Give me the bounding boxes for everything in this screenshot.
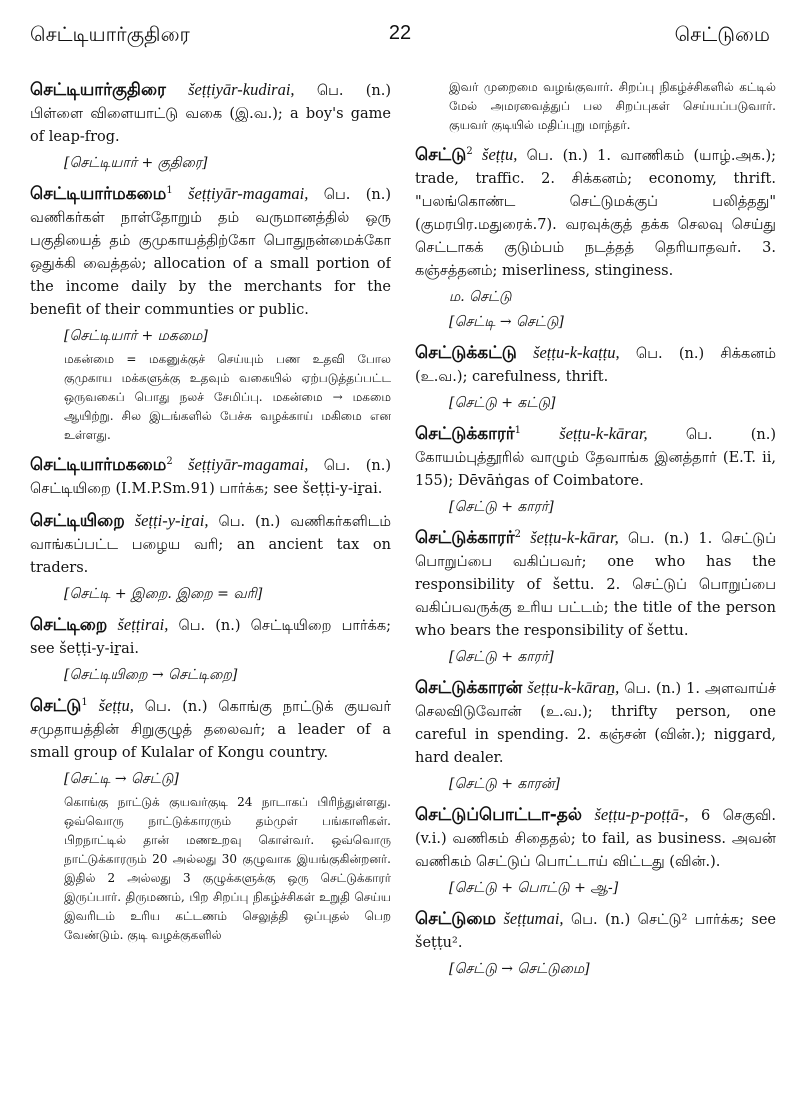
dictionary-entry (30, 453, 391, 501)
homonym-number: 2 (514, 529, 522, 541)
homonym-number: 1 (81, 697, 88, 709)
entry-transliteration: šeṭṭiyār-magamai, (188, 455, 309, 474)
entry-transliteration: šeṭṭu-k-kārar, (530, 528, 619, 547)
dictionary-entry (415, 78, 776, 135)
entry-definition-line (30, 453, 391, 501)
entry-definition-line (30, 694, 391, 765)
page-number: 22 (388, 22, 412, 44)
entry-definition-line (415, 526, 776, 643)
header-right-guideword: செட்டுமை (674, 22, 770, 46)
entry-transliteration: šeṭṭirai, (117, 615, 169, 634)
entry-note: மகன்மை = மகனுக்குச் செய்யும் பண உதவி போல குமுகாய மக்களுக்கு உதவும் வகையில் ஏற்படுத்தப்பட்ட ஒருவகைப் பொது நலச் சேமிப்பு. மகன்மை → மகமை ஆயிற்று. சில இடங்களில் பேச்சு வழக்காய் மகிமை என உள்ளது. (64, 352, 391, 442)
dictionary-entry (30, 613, 391, 686)
entry-headword: செட்டுக்கட்டு (415, 343, 517, 363)
entry-headword: செட்டு (30, 696, 82, 716)
entry-etymology: [செட்டி + இறை. இறை = வரி] (64, 586, 263, 602)
entry-transliteration: šeṭṭu-p-poṭṭā-, (594, 805, 689, 824)
entry-etymology: [செட்டியார் + மகமை] (64, 328, 208, 344)
entry-definition: பெ. (n.) வணிகர்களிடம் வாங்கப்பட்ட பழைய வரி; an ancient tax on traders. (30, 514, 391, 576)
homonym-number: 1 (514, 425, 522, 437)
two-column-body (30, 78, 776, 1088)
entry-etymology: [செட்டி → செட்டு] (449, 314, 564, 330)
entry-definition: பெ. (n.) 1. செட்டுப் பொறுப்பை வகிப்பவர்; one who has the responsibility of šettu. 2. செட்டுப் பொறுப்பை வகிப்பவருக்கு உரிய பட்டம்; the title of the person who bears the responsibility of šettu. (415, 531, 776, 639)
entry-definition: பெ. (n.) வணிகர்கள் நாள்தோறும் தம் வருமானத்தில் ஒரு பகுதியைத் தம் குமுகாயத்திற்கோ பொதுநன்மைக்கோ ஒதுக்கி வைத்தல்; allocation of a small portion of the income daily by the merchants for the benefit of their communties or public. (30, 187, 391, 318)
entry-etymology: [செட்டு + காரர்] (449, 649, 554, 665)
dictionary-entry (30, 509, 391, 605)
entry-definition-line (415, 143, 776, 283)
entry-definition-line (415, 907, 776, 955)
entry-definition-line (415, 803, 776, 874)
entry-note-continuation: இவர் முறைமை வழங்குவார். சிறப்பு நிகழ்ச்சிகளில் கட்டில் மேல் அமரவைத்துப் பல சிறப்புகள் செய்யப்படுவார். குயவர் குடியில் மதிப்புறு மாந்தர். (449, 80, 776, 132)
entry-definition: பெ. (n.) 1. வாணிகம் (யாழ்.அக.); trade, traffic. 2. சிக்கனம்; economy, thrift. "பலங்கொண்ட செட்டுமக்குப் பலித்தது" (குமரபிர.மதுரைக்.7). வரவுக்குத் தக்க செலவு செய்து செட்டாகக் குடும்பம் நடத்தத் தெரியாதவர். 3. கஞ்சத்தனம்; miserliness, stinginess. (415, 148, 776, 279)
entry-cognate: ம. செட்டு (449, 289, 512, 305)
running-header (30, 22, 770, 52)
right-column (415, 78, 776, 1088)
entry-definition: பெ. (n.) செட்டு² பார்க்க; see šeṭṭu². (415, 912, 776, 951)
entry-headword: செட்டுக்காரர் (415, 424, 515, 444)
entry-definition-line (30, 613, 391, 661)
entry-etymology: [செட்டு + காரர்] (449, 499, 554, 515)
entry-headword: செட்டுப்பொட்டா-தல் (415, 805, 582, 825)
entry-etymology: [செட்டு + காரன்] (449, 776, 560, 792)
entry-headword: செட்டியார்மகமை (30, 455, 167, 475)
homonym-number: 2 (166, 456, 173, 468)
entry-transliteration: šeṭṭu-k-kaṭṭu, (533, 343, 620, 362)
entry-definition-line (415, 341, 776, 389)
entry-definition: பெ. (n.) பிள்ளை விளையாட்டு வகை (இ.வ.); a boy's game of leap-frog. (30, 83, 391, 145)
entry-transliteration: šeṭṭiyār-magamai, (188, 184, 309, 203)
entry-definition: பெ. (n.) கொங்கு நாட்டுக் குயவர் சமுதாயத்தின் சிறுகுழுத் தலைவர்; a leader of a small group of Kulalar of Kongu country. (30, 699, 391, 761)
entry-headword: செட்டுக்காரன் (415, 678, 523, 698)
dictionary-entry (415, 907, 776, 980)
entry-transliteration: šeṭṭu, (482, 145, 518, 164)
entry-headword: செட்டுக்காரர் (415, 528, 515, 548)
entry-definition: பெ. (n.) செட்டியிறை (I.M.P.Sm.91) பார்க்க; see šeṭṭi-y-iṟai. (30, 458, 391, 497)
entry-definition: பெ. (n.) கோயம்புத்தூரில் வாழும் தேவாங்க இனத்தார் (E.T. ii, 155); Dēvāṅgas of Coimbatore. (415, 427, 776, 489)
homonym-number: 2 (466, 146, 473, 158)
entry-transliteration: šeṭṭi-y-iṟai, (134, 511, 209, 530)
entry-transliteration: šeṭṭu, (98, 696, 134, 715)
entry-note: கொங்கு நாட்டுக் குயவர்குடி 24 நாடாகப் பிரிந்துள்ளது. ஒவ்வொரு நாட்டுக்காரரும் தம்முள் பங்காளிகள். பிறநாட்டில் தான் மணஉறவு கொள்வர். ஒவ்வொரு நாட்டுக்காரரும் 20 அல்லது 30 குழுவாக இயங்குகின்றனர். இதில் 2 அல்லது 3 குழுக்களுக்கு ஒரு செட்டுக்காரர் இருப்பார். திருமணம், பிற சிறப்பு நிகழ்ச்சிகள் உறுதி செய்ய இவரிடம் உரிய கட்டணம் செலுத்தி ஒப்புதல் பெற வேண்டும். குடி வழக்குகளில் (64, 795, 391, 942)
homonym-number: 1 (166, 185, 173, 197)
entry-headword: செட்டியார்மகமை (30, 184, 167, 204)
dictionary-entry (415, 803, 776, 899)
dictionary-entry (415, 143, 776, 333)
dictionary-entry (415, 526, 776, 668)
entry-etymology: [செட்டு + கட்டு] (449, 395, 556, 411)
entry-definition-line (30, 182, 391, 322)
dictionary-entry (415, 341, 776, 414)
dictionary-entry (30, 78, 391, 174)
entry-definition-line (415, 676, 776, 770)
header-left-guideword: செட்டியார்குதிரை (30, 22, 190, 46)
entry-headword: செட்டுமை (415, 909, 497, 929)
entry-definition: பெ. (n.) 1. அளவாய்ச் செலவிடுவோன் (உ.வ.); thrifty person, one careful in spending. 2. கஞ்சன் (வின்.); niggard, hard dealer. (415, 681, 776, 766)
entry-definition: பெ. (n.) சிக்கனம் (உ.வ.); carefulness, thrift. (415, 346, 776, 385)
entry-definition-line (415, 422, 776, 493)
entry-etymology: [செட்டியிறை → செட்டிறை] (64, 667, 238, 683)
left-column (30, 78, 391, 1088)
entry-headword: செட்டிறை (30, 615, 108, 635)
entry-transliteration: šeṭṭu-k-kārar, (559, 424, 648, 443)
dictionary-entry (30, 694, 391, 945)
dictionary-entry (415, 422, 776, 518)
entry-etymology: [செட்டி → செட்டு] (64, 771, 179, 787)
entry-headword: செட்டியார்குதிரை (30, 80, 166, 100)
entry-transliteration: šeṭṭumai, (503, 909, 564, 928)
entry-headword: செட்டு (415, 145, 467, 165)
entry-transliteration: šeṭṭu-k-kāraṉ, (527, 678, 620, 697)
entry-etymology: [செட்டு → செட்டுமை] (449, 961, 590, 977)
entry-headword: செட்டியிறை (30, 511, 125, 531)
entry-definition-line (30, 78, 391, 149)
entry-transliteration: šeṭṭiyār-kudirai, (188, 80, 295, 99)
entry-etymology: [செட்டியார் + குதிரை] (64, 155, 208, 171)
entry-definition-line (30, 509, 391, 580)
entry-etymology: [செட்டு + பொட்டு + ஆ-] (449, 880, 619, 896)
dictionary-entry (30, 182, 391, 445)
dictionary-entry (415, 676, 776, 795)
entry-definition: பெ. (n.) செட்டியிறை பார்க்க; see šeṭṭi-y-iṟai. (30, 618, 391, 657)
entry-definition: 6 செகுவி. (v.i.) வணிகம் சிதைதல்; to fail, as business. அவன் வணிகம் செட்டுப் பொட்டாய் விட்டது (வின்.). (415, 808, 776, 870)
